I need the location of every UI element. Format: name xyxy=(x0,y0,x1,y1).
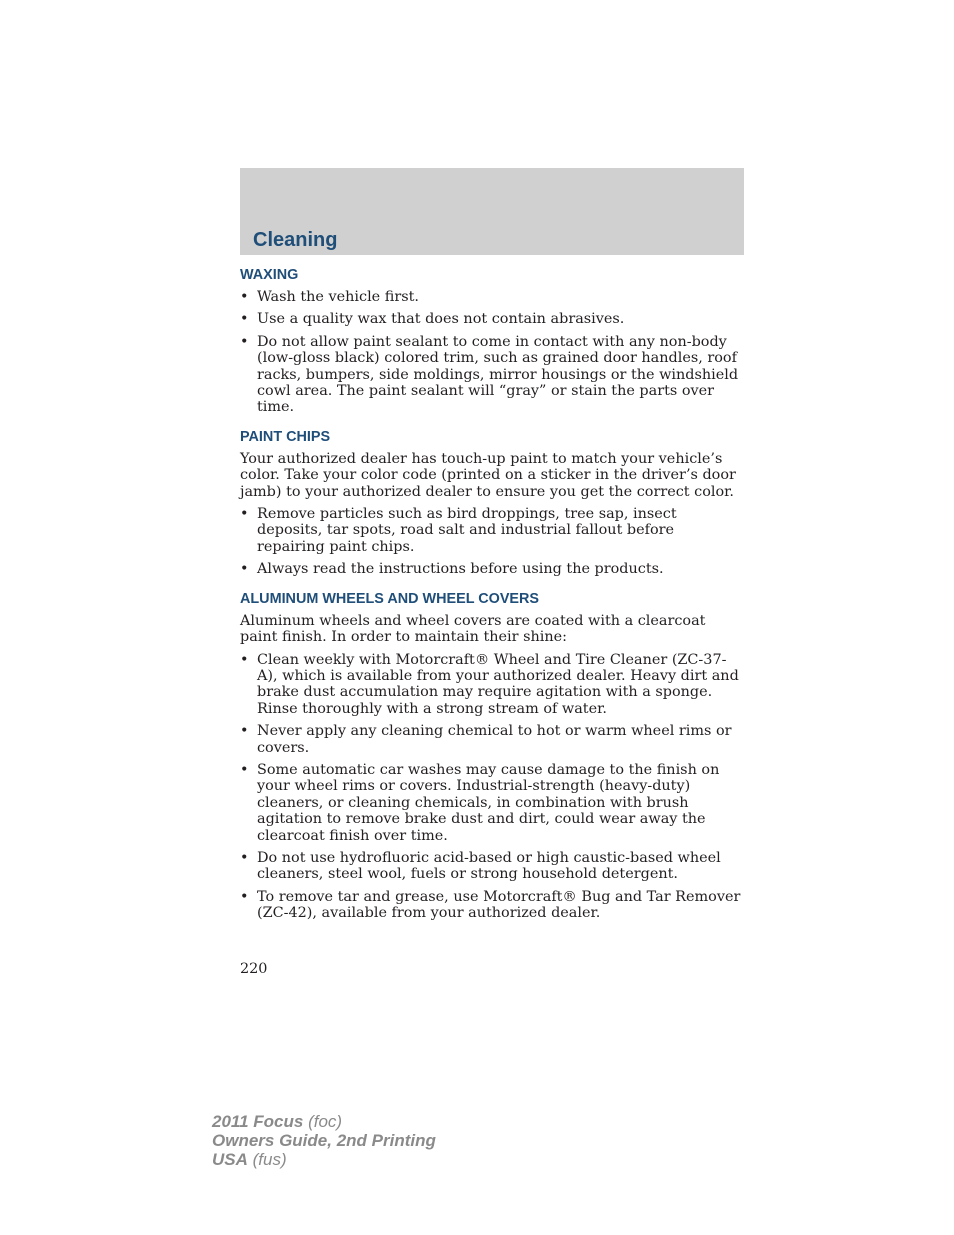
bullet-icon: • xyxy=(240,849,249,866)
bullet-icon: • xyxy=(240,311,249,328)
page-content xyxy=(240,266,744,928)
bullet-icon: • xyxy=(240,761,249,778)
bullet-icon: • xyxy=(240,723,249,740)
section-banner xyxy=(240,168,744,255)
list-item: • Never apply any cleaning chemical to hot or warm wheel rims or covers. xyxy=(240,723,732,756)
heading-aluminum-wheels: ALUMINUM WHEELS AND WHEEL COVERS xyxy=(240,590,540,607)
list-item: • Do not use hydrofluoric acid-based or high caustic-based wheel cleaners, steel wool, fuels or strong household detergent. xyxy=(240,849,721,883)
section-title: Cleaning xyxy=(253,229,338,251)
bullet-icon: • xyxy=(240,333,249,350)
footer-line-edition: Owners Guide, 2nd Printing xyxy=(212,1131,436,1150)
document-footer xyxy=(212,1112,436,1169)
list-item: • Remove particles such as bird droppings, tree sap, insect deposits, tar spots, road salt and industrial fallout before repairing paint chips. xyxy=(240,506,677,555)
heading-waxing: WAXING xyxy=(240,267,299,283)
bullet-icon: • xyxy=(240,289,249,305)
aluminum-wheels-intro: Aluminum wheels and wheel covers are coated with a clearcoat paint finish. In order to maintain their shine: xyxy=(240,612,706,646)
waxing-list xyxy=(240,289,744,416)
heading-paint-chips: PAINT CHIPS xyxy=(240,428,331,445)
list-item: • Do not allow paint sealant to come in contact with any non-body (low-gloss black) colored trim, such as grained door handles, roof racks, bumpers, side moldings, mirror housings or the windshield cowl area. The paint sealant will “gray” or stain the parts over time. xyxy=(240,333,739,416)
bullet-icon: • xyxy=(240,561,249,578)
list-item: • Clean weekly with Motorcraft® Wheel and Tire Cleaner (ZC-37-A), which is available from your authorized dealer. Heavy dirt and brake dust accumulation may require agitation with a sponge. Rinse thoroughly with a strong stream of water. xyxy=(240,651,739,717)
paint-chips-list xyxy=(240,506,744,578)
bullet-icon: • xyxy=(240,888,249,905)
list-item: • Always read the instructions before using the products. xyxy=(240,561,664,578)
aluminum-wheels-list xyxy=(240,652,744,922)
list-item: • Wash the vehicle first. xyxy=(240,289,419,305)
bullet-icon: • xyxy=(240,651,249,668)
footer-line-region: USA (fus) xyxy=(212,1150,287,1169)
bullet-icon: • xyxy=(240,506,249,523)
page-number: 220 xyxy=(240,961,268,977)
list-item: • To remove tar and grease, use Motorcraft® Bug and Tar Remover (ZC-42), available from your authorized dealer. xyxy=(240,888,741,922)
list-item: • Some automatic car washes may cause damage to the finish on your wheel rims or covers. Industrial-strength (heavy-duty) cleaners, or cleaning chemicals, in combination with brush agitation to remove brake dust and dirt, could wear away the clearcoat finish over time. xyxy=(240,761,720,844)
footer-line-model: 2011 Focus (foc) xyxy=(212,1112,343,1131)
list-item: • Use a quality wax that does not contain abrasives. xyxy=(240,311,625,328)
paint-chips-intro: Your authorized dealer has touch-up paint to match your vehicle’s color. Take your color code (printed on a sticker in the driver’s door jamb) to your authorized dealer to ensure you get the correct color. xyxy=(240,450,736,500)
